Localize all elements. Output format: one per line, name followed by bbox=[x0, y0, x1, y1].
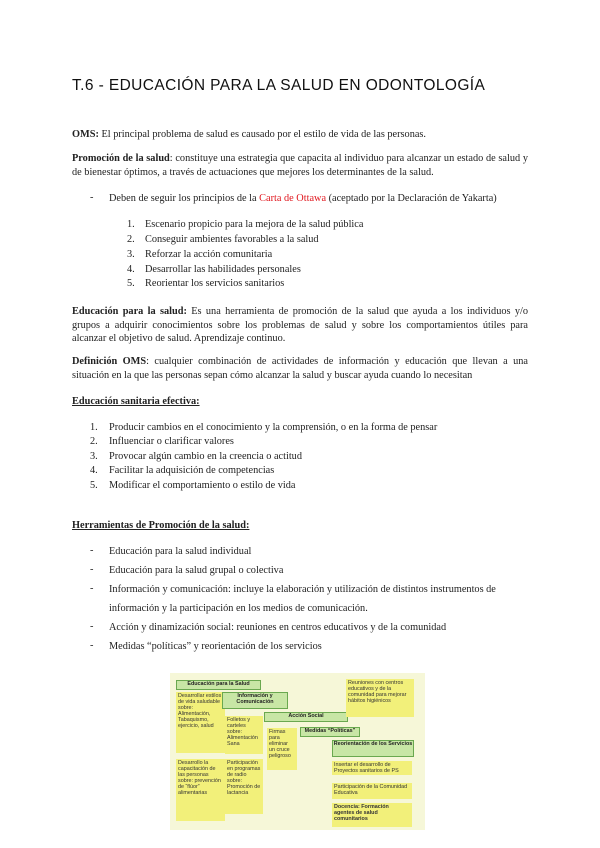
list-item-text: Modificar el comportamiento o estilo de vida bbox=[109, 480, 296, 491]
estilos-box: Desarrollar estilos de vida saludable sobre: Alimentación, Tabaquismo, ejercicio, salud bbox=[176, 692, 225, 753]
list-item: 1. bbox=[90, 422, 98, 433]
definicion-paragraph bbox=[72, 355, 528, 382]
bullet-dash: - bbox=[90, 545, 94, 556]
list-item-text: Acción y dinamización social: reuniones en centros educativos y de la comunidad bbox=[109, 622, 447, 633]
list-item: 2. bbox=[127, 234, 135, 245]
list-item-text: Medidas “políticas” y reorientación de los servicios bbox=[109, 641, 322, 652]
herramientas-heading: Herramientas de Promoción de la salud: bbox=[72, 520, 250, 531]
list-item: 4. bbox=[90, 465, 98, 476]
promocion-label: Promoción de la salud bbox=[72, 153, 170, 164]
bullet-dash: - bbox=[90, 621, 94, 632]
educacion-paragraph bbox=[72, 305, 528, 346]
bullet-dash: - bbox=[90, 640, 94, 651]
ottawa-line bbox=[109, 192, 497, 205]
ottawa-after: (aceptado por la Declaración de Yakarta) bbox=[326, 193, 497, 204]
efectiva-heading: Educación sanitaria efectiva: bbox=[72, 396, 200, 407]
list-item-text: Escenario propicio para la mejora de la salud pública bbox=[145, 219, 364, 230]
medidas-header: Medidas “Políticas” bbox=[300, 727, 360, 737]
oms-text: El principal problema de salud es causado por el estilo de vida de las personas. bbox=[98, 129, 427, 140]
educacion-text: Es una herramienta de promoción de la salud que ayuda a los individuos y/o grupos a adquirir conocimientos sobre los problemas de salud y sobre los comportamientos útiles para alcanzar el objetivo de salud. Aprendizaje continuo. bbox=[72, 306, 529, 344]
definicion-text: : cualquier combinación de actividades de información y educación que llevan a una situación en la que las personas sepan cómo alcanzar la salud y buscar ayuda cuando lo necesitan bbox=[72, 356, 528, 381]
educacion-header: Educación para la Salud bbox=[176, 680, 261, 690]
accion-header: Acción Social bbox=[264, 712, 348, 722]
oms-paragraph bbox=[72, 128, 528, 142]
bullet-dash: - bbox=[90, 564, 94, 575]
folletos-box: Folletos y carteles sobre: Alimentación Sana bbox=[225, 716, 263, 754]
bullet-dash: - bbox=[90, 192, 94, 203]
list-item-text: información y la participación en los medios de comunicación. bbox=[109, 603, 368, 614]
list-item: 1. bbox=[127, 219, 135, 230]
list-item: 5. bbox=[127, 278, 135, 289]
participacion-box: Participación de la Comunidad Educativa bbox=[332, 783, 412, 799]
educacion-label: Educación para la salud: bbox=[72, 306, 187, 317]
capacitacion-box: Desarrollo la capacitación de las personas sobre: prevención de “flúor” alimentarias bbox=[176, 759, 225, 821]
ottawa-link: Carta de Ottawa bbox=[259, 193, 327, 204]
list-item-text: Información y comunicación: incluye la elaboración y utilización de distintos instrumentos de bbox=[109, 584, 496, 595]
bullet-dash: - bbox=[90, 583, 94, 594]
list-item: 3. bbox=[127, 249, 135, 260]
list-item-text: Facilitar la adquisición de competencias bbox=[109, 465, 275, 476]
list-item: 2. bbox=[90, 436, 98, 447]
insertar-box: Insertar el desarrollo de Proyectos sanitarios de PS bbox=[332, 761, 412, 775]
list-item-text: Provocar algún cambio en la creencia o actitud bbox=[109, 451, 302, 462]
list-item: 5. bbox=[90, 480, 98, 491]
list-item-text: Influenciar o clarificar valores bbox=[109, 436, 234, 447]
firmas-box: Firmas para eliminar un cruce peligroso bbox=[267, 728, 297, 770]
reuniones-box: Reuniones con centros educativos y de la comunidad para mejorar hábitos higiénicos bbox=[346, 679, 414, 717]
promocion-text: : constituye una estrategia que capacita al individuo para alcanzar un estado de salud y de bienestar óptimos, a través de actuaciones que mejores los determinantes de la salud. bbox=[72, 153, 528, 178]
page-title: T.6 - EDUCACIÓN PARA LA SALUD EN ODONTOLOGÍA bbox=[72, 77, 486, 94]
list-item: 3. bbox=[90, 451, 98, 462]
list-item-text: Producir cambios en el conocimiento y la comprensión, o en la forma de pensar bbox=[109, 422, 438, 433]
promotion-diagram bbox=[170, 673, 425, 830]
informacion-header: Información y Comunicación bbox=[222, 692, 288, 709]
list-item-text: Educación para la salud grupal o colectiva bbox=[109, 565, 284, 576]
list-item: 4. bbox=[127, 264, 135, 275]
promocion-paragraph bbox=[72, 152, 528, 179]
reorientacion-header: Reorientación de los Servicios bbox=[332, 740, 414, 757]
docencia-box: Docencia: Formación agentes de salud comunitarios bbox=[332, 803, 412, 827]
list-item-text: Desarrollar las habilidades personales bbox=[145, 264, 301, 275]
radio-box: Participación en programas de radio sobre: Promoción de lactancia bbox=[225, 759, 263, 814]
list-item-text: Conseguir ambientes favorables a la salud bbox=[145, 234, 319, 245]
list-item-text: Reforzar la acción comunitaria bbox=[145, 249, 273, 260]
list-item-text: Reorientar los servicios sanitarios bbox=[145, 278, 285, 289]
ottawa-before: Deben de seguir los principios de la bbox=[109, 193, 260, 204]
definicion-label: Definición OMS bbox=[72, 356, 147, 367]
oms-label: OMS: bbox=[72, 129, 99, 140]
list-item-text: Educación para la salud individual bbox=[109, 546, 252, 557]
